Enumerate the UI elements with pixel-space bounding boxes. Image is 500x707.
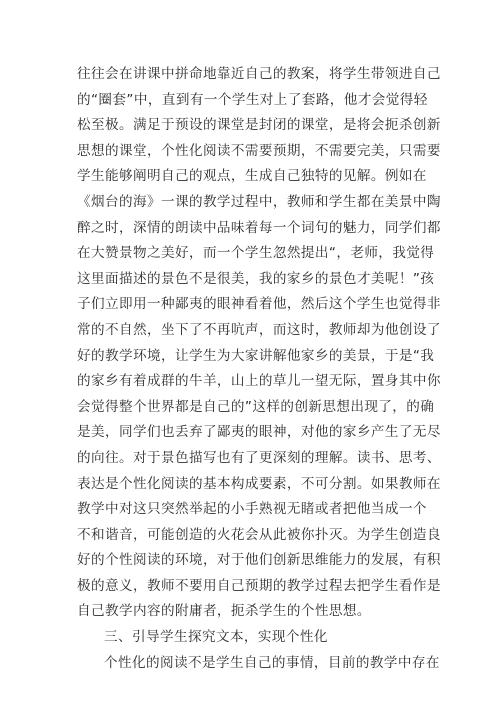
text-line: 在大赞景物之美好，而一个学生忽然提出“，老师，我觉得 [77, 245, 435, 262]
text-line: 自己教学内容的附庸者，扼杀学生的个性思想。 [77, 603, 371, 620]
text-line: 极的意义，教师不要用自己预期的教学过程去把学生看作是 [77, 577, 441, 594]
text-line: 常的不自然，坐下了不再吭声，而这时，教师却为他创设了 [77, 321, 441, 338]
text-line: 的向往。对于景色描写也有了更深刻的理解。读书、思考、 [77, 449, 441, 466]
text-line: 教学中对这只突然举起的小手熟视无睹或者把他当成一个 [77, 501, 427, 518]
text-line: 的家乡有着成群的牛羊，山上的草儿一望无际，置身其中你 [77, 373, 441, 390]
text-line: 的“圈套”中，直到有一个学生对上了套路，他才会觉得轻 [77, 91, 428, 108]
text-line: 往往会在讲课中拼命地靠近自己的教案，将学生带领进自己 [77, 66, 441, 82]
text-line: 醉之时，深情的朗读中品味着每一个词句的魅力，同学们都 [77, 219, 441, 236]
text-line: 是美，同学们也丢弃了鄙夷的眼神，对他的家乡产生了无尽 [77, 424, 441, 441]
text-line: 会觉得整个世界都是自己的”这样的创新思想出现了，的确 [77, 398, 435, 415]
text-line: 这里面描述的景色不是很美，我的家乡的景色才美呢！”孩 [77, 270, 435, 287]
text-line: 好的教学环境，让学生为大家讲解他家乡的美景，于是“我 [77, 347, 435, 364]
text-line: 学生能够阐明自己的观点，生成自己独特的见解。例如在 [77, 168, 427, 185]
text-line: 好的个性阅读的环境，对于他们创新思维能力的发展，有积 [77, 552, 441, 569]
text-line: 表达是个性化阅读的基本构成要素，不可分割。如果教师在 [77, 475, 441, 492]
text-line: 不和谐音，可能创造的火花会从此被你扑灭。为学生创造良 [77, 526, 441, 543]
section-heading: 三、引导学生探究文本，实现个性化 [104, 629, 328, 646]
text-line: 个性化的阅读不是学生自己的事情，目前的教学中存在 [104, 654, 440, 671]
text-line: 松至极。满足于预设的课堂是封闭的课堂，是将会扼杀创新 [77, 117, 441, 134]
text-line: 思想的课堂，个性化阅读不需要预期，不需要完美，只需要 [77, 142, 441, 159]
body-text [77, 62, 441, 676]
text-line: 《烟台的海》一课的教学过程中，教师和学生都在美景中陶 [77, 193, 441, 210]
text-line: 子们立即用一种鄙夷的眼神看着他，然后这个学生也觉得非 [77, 296, 441, 313]
